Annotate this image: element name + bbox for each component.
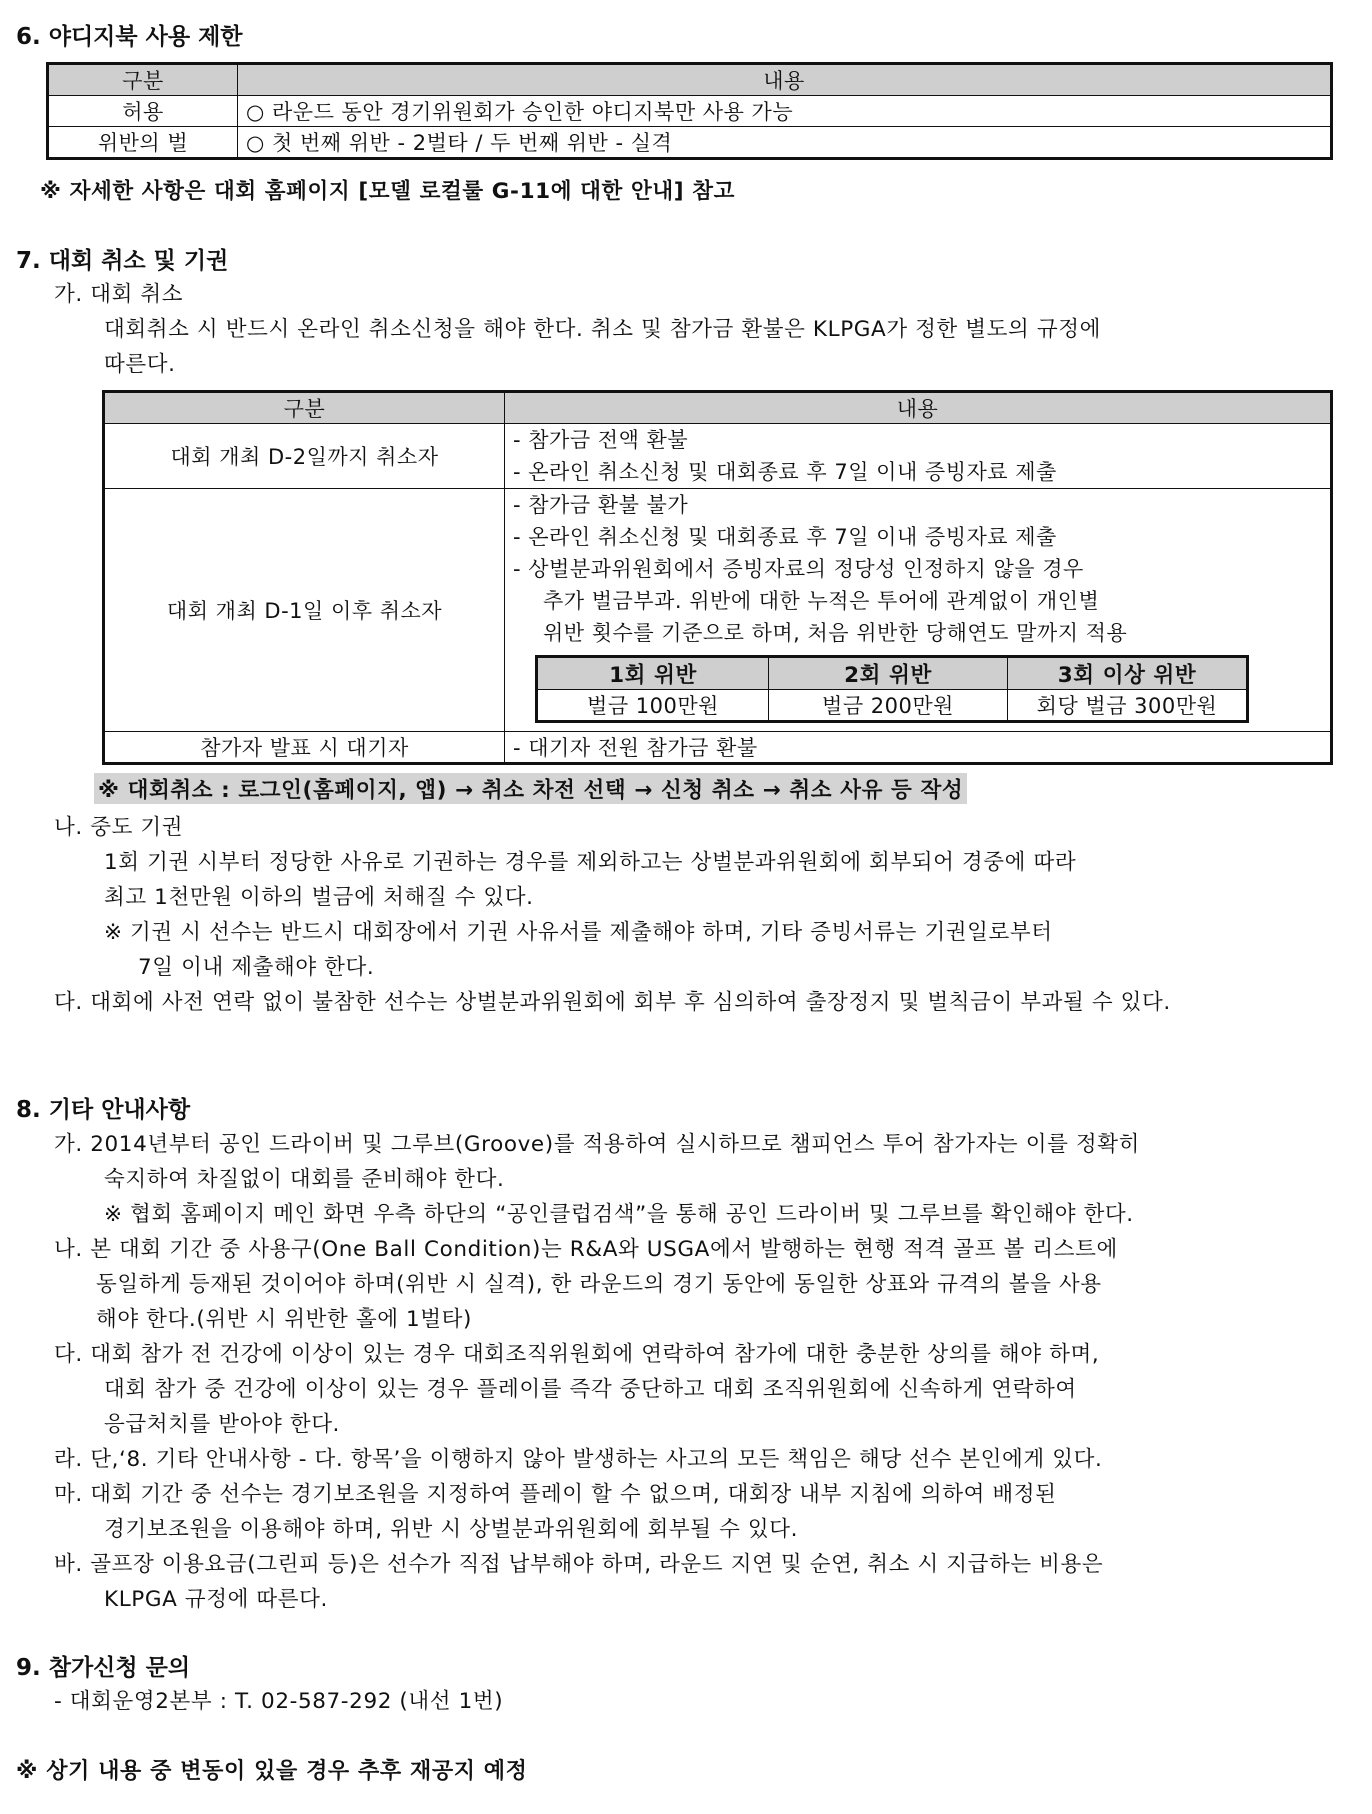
table-cell-label: 위반의 벌 — [48, 127, 238, 159]
paragraph-line: 최고 1천만원 이하의 벌금에 처해질 수 있다. — [104, 885, 534, 910]
footer-note: ※ 상기 내용 중 변동이 있을 경우 추후 재공지 예정 — [16, 1759, 528, 1784]
paragraph-line: 대회취소 시 반드시 온라인 취소신청을 해야 한다. 취소 및 참가금 환불은 KLPGA가 정한 별도의 규정에 — [104, 317, 1101, 342]
table-cell-label: 대회 개최 D-2일까지 취소자 — [104, 424, 505, 489]
fine-header: 3회 이상 위반 — [1008, 657, 1248, 690]
table-cell-line: 위반 횟수를 기준으로 하며, 처음 위반한 당해연도 말까지 적용 — [543, 621, 1128, 645]
fine-header: 1회 위반 — [537, 657, 769, 690]
section-6-note: ※ 자세한 사항은 대회 홈페이지 [모델 로컬룰 G-11에 대한 안내] 참고 — [40, 179, 735, 204]
fine-value: 벌금 200만원 — [769, 690, 1008, 722]
paragraph-note: ※ 협회 홈페이지 메인 화면 우측 하단의 “공인클럽검색”을 통해 공인 드라이버 및 그루브를 확인해야 한다. — [104, 1202, 1134, 1227]
paragraph-line: 마. 대회 기간 중 선수는 경기보조원을 지정하여 플레이 할 수 없으며, 대회장 내부 지침에 의하여 배정된 — [54, 1482, 1057, 1507]
table-cell-content: ○ 라운드 동안 경기위원회가 승인한 야디지북만 사용 가능 — [238, 96, 1332, 127]
paragraph-line: 다. 대회 참가 전 건강에 이상이 있는 경우 대회조직위원회에 연락하여 참가에 대한 충분한 상의를 해야 하며, — [54, 1342, 1100, 1367]
paragraph-line: 1회 기권 시부터 정당한 사유로 기권하는 경우를 제외하고는 상벌분과위원회에 회부되어 경중에 따라 — [104, 850, 1077, 875]
paragraph-note: ※ 기권 시 선수는 반드시 대회장에서 기권 사유서를 제출해야 하며, 기타 증빙서류는 기권일로부터 — [104, 920, 1053, 945]
paragraph-line: 응급처치를 받아야 한다. — [104, 1412, 340, 1437]
fine-table — [535, 655, 1249, 723]
section-9-title: 9. 참가신청 문의 — [16, 1655, 191, 1681]
yardage-book-table — [46, 62, 1333, 160]
paragraph-line: 해야 한다.(위반 시 위반한 홀에 1벌타) — [96, 1307, 473, 1332]
table-cell-line: 추가 벌금부과. 위반에 대한 누적은 투어에 관계없이 개인별 — [543, 589, 1100, 613]
section-8-title: 8. 기타 안내사항 — [16, 1097, 191, 1123]
table-header-content: 내용 — [505, 392, 1332, 424]
fine-value: 회당 벌금 300만원 — [1008, 690, 1248, 722]
table-cell-label: 대회 개최 D-1일 이후 취소자 — [104, 489, 505, 732]
section-7-title: 7. 대회 취소 및 기권 — [16, 248, 229, 274]
paragraph-line: 바. 골프장 이용요금(그린피 등)은 선수가 직접 납부해야 하며, 라운드 지연 및 순연, 취소 시 지급하는 비용은 — [54, 1552, 1104, 1577]
table-cell-line: - 온라인 취소신청 및 대회종료 후 7일 이내 증빙자료 제출 — [513, 525, 1057, 549]
fine-value: 벌금 100만원 — [537, 690, 769, 722]
table-cell-line: - 참가금 환불 불가 — [513, 493, 689, 517]
paragraph-line: 나. 본 대회 기간 중 사용구(One Ball Condition)는 R&A와 USGA에서 발행하는 현행 적격 골프 볼 리스트에 — [54, 1237, 1118, 1262]
paragraph-line: 경기보조원을 이용해야 하며, 위반 시 상벌분과위원회에 회부될 수 있다. — [104, 1517, 799, 1542]
fine-header: 2회 위반 — [769, 657, 1008, 690]
contact-line: - 대회운영2본부 : T. 02-587-292 (내선 1번) — [54, 1689, 504, 1714]
subsection-withdraw-title: 나. 중도 기권 — [54, 815, 184, 840]
table-header-category: 구분 — [104, 392, 505, 424]
table-cell-content: - 대기자 전원 참가금 환불 — [505, 732, 1332, 764]
subsection-absence: 다. 대회에 사전 연락 없이 불참한 선수는 상벌분과위원회에 회부 후 심의하여 출장정지 및 벌칙금이 부과될 수 있다. — [54, 990, 1171, 1015]
cancel-procedure-note: ※ 대회취소 : 로그인(홈페이지, 앱) → 취소 차전 선택 → 신청 취소 → 취소 사유 등 작성 — [94, 773, 967, 804]
table-header-category: 구분 — [48, 64, 238, 96]
paragraph-line: 라. 단,‘8. 기타 안내사항 - 다. 항목’을 이행하지 않아 발생하는 사고의 모든 책임은 해당 선수 본인에게 있다. — [54, 1447, 1103, 1472]
table-header-content: 내용 — [238, 64, 1332, 96]
table-cell-content: ○ 첫 번째 위반 - 2벌타 / 두 번째 위반 - 실격 — [238, 127, 1332, 159]
paragraph-line: 따른다. — [104, 352, 176, 377]
paragraph-line: 숙지하여 차질없이 대회를 준비해야 한다. — [104, 1167, 505, 1192]
paragraph-line: 동일하게 등재된 것이어야 하며(위반 시 실격), 한 라운드의 경기 동안에 동일한 상표와 규격의 볼을 사용 — [96, 1272, 1102, 1297]
table-cell-label: 참가자 발표 시 대기자 — [104, 732, 505, 764]
table-cell-line: - 상벌분과위원회에서 증빙자료의 정당성 인정하지 않을 경우 — [513, 557, 1084, 581]
subsection-cancel-title: 가. 대회 취소 — [54, 282, 184, 307]
paragraph-line: 대회 참가 중 건강에 이상이 있는 경우 플레이를 즉각 중단하고 대회 조직위원회에 신속하게 연락하여 — [104, 1377, 1077, 1402]
paragraph-line: 가. 2014년부터 공인 드라이버 및 그루브(Groove)를 적용하여 실시하므로 챔피언스 투어 참가자는 이를 정확히 — [54, 1132, 1141, 1157]
cancellation-table — [102, 390, 1333, 765]
paragraph-note: 7일 이내 제출해야 한다. — [138, 955, 375, 980]
section-6-title: 6. 야디지북 사용 제한 — [16, 24, 243, 50]
table-cell-line: - 참가금 전액 환불 — [513, 428, 689, 452]
table-cell-line: - 온라인 취소신청 및 대회종료 후 7일 이내 증빙자료 제출 — [513, 460, 1057, 484]
paragraph-line: KLPGA 규정에 따른다. — [104, 1587, 328, 1612]
table-cell-label: 허용 — [48, 96, 238, 127]
